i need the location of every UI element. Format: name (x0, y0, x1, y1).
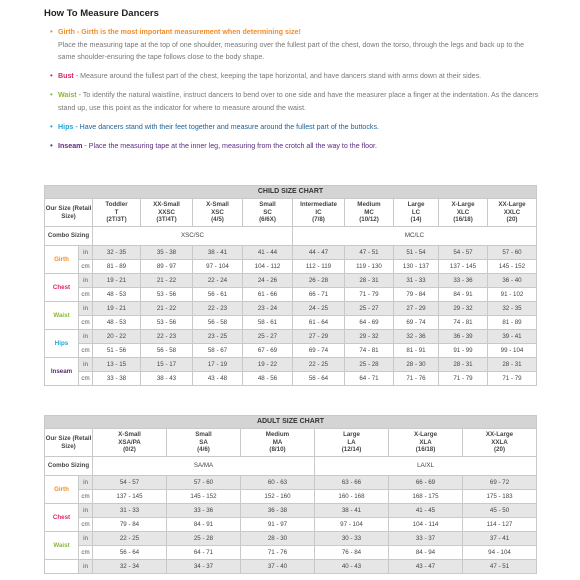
unit-in: in (79, 302, 93, 316)
measure-row-in (45, 476, 537, 490)
value-cell: 32 - 35 (488, 302, 537, 316)
combo-label: Combo Sizing (45, 227, 93, 246)
value-cell: 48 - 53 (93, 316, 141, 330)
value-cell: 63 - 66 (315, 476, 389, 490)
bullet-icon: • (50, 27, 53, 36)
tip-text: - Measure around the fullest part of the chest, keeping the tape horizontal, and have dancers stand with arms down at their sides. (73, 72, 482, 80)
value-cell: 54 - 57 (93, 476, 167, 490)
value-cell: 34 - 37 (167, 560, 241, 574)
combo-left: SA/MA (93, 457, 315, 476)
page-title: How To Measure Dancers (44, 8, 159, 19)
value-cell: 38 - 43 (141, 372, 193, 386)
value-cell: 22 - 23 (141, 330, 193, 344)
size-label: Our Size (Retail Size) (45, 199, 93, 227)
unit-in: in (79, 476, 93, 490)
value-cell: 22 - 25 (93, 532, 167, 546)
value-cell: 71 - 79 (439, 372, 488, 386)
value-cell: 66 - 69 (389, 476, 463, 490)
tip-title: Waist (58, 91, 77, 99)
value-cell: 71 - 76 (241, 546, 315, 560)
value-cell: 24 - 25 (293, 302, 345, 316)
value-cell: 137 - 145 (439, 260, 488, 274)
size-header: XX-Large XXLC (20) (488, 199, 537, 227)
value-cell: 19 - 22 (243, 358, 293, 372)
value-cell: 51 - 54 (394, 246, 439, 260)
chart-header-row (45, 416, 537, 429)
tip-title: Bust (58, 72, 74, 80)
value-cell: 79 - 84 (93, 518, 167, 532)
measure-name: Waist (45, 302, 79, 330)
measure-row-cm (45, 344, 537, 358)
value-cell: 56 - 58 (193, 316, 243, 330)
measure-name: Hips (45, 330, 79, 358)
measure-row-in (45, 330, 537, 344)
combo-label: Combo Sizing (45, 457, 93, 476)
value-cell: 23 - 24 (243, 302, 293, 316)
bullet-icon: • (50, 121, 53, 131)
tip-text: - Girth is the most important measurement when determining size! (74, 28, 301, 36)
value-cell: 91 - 102 (488, 288, 537, 302)
combo-right: MC/LC (293, 227, 537, 246)
value-cell: 25 - 27 (243, 330, 293, 344)
measure-row-in (45, 302, 537, 316)
value-cell: 91 - 97 (241, 518, 315, 532)
value-cell: 48 - 53 (93, 288, 141, 302)
measure-row-in (45, 532, 537, 546)
value-cell: 91 - 99 (439, 344, 488, 358)
value-cell: 51 - 56 (93, 344, 141, 358)
value-cell: 89 - 97 (141, 260, 193, 274)
value-cell: 33 - 36 (167, 504, 241, 518)
size-header: X-Large XLC (16/18) (439, 199, 488, 227)
tip-title: Hips (58, 122, 74, 131)
value-cell: 84 - 94 (389, 546, 463, 560)
value-cell: 26 - 28 (293, 274, 345, 288)
unit-in: in (79, 330, 93, 344)
value-cell: 145 - 152 (488, 260, 537, 274)
value-cell: 53 - 56 (141, 316, 193, 330)
measure-name: Waist (45, 532, 79, 560)
combo-left: XSC/SC (93, 227, 293, 246)
value-cell: 119 - 130 (345, 260, 394, 274)
value-cell: 175 - 183 (463, 490, 537, 504)
value-cell: 56 - 61 (193, 288, 243, 302)
value-cell: 29 - 32 (439, 302, 488, 316)
value-cell: 40 - 43 (315, 560, 389, 574)
size-header: Medium MA (8/10) (241, 429, 315, 457)
value-cell: 38 - 41 (193, 246, 243, 260)
value-cell: 69 - 74 (394, 316, 439, 330)
measure-name (45, 560, 79, 574)
value-cell: 32 - 34 (93, 560, 167, 574)
value-cell: 54 - 57 (439, 246, 488, 260)
value-cell: 71 - 79 (345, 288, 394, 302)
measure-row-cm (45, 288, 537, 302)
value-cell: 38 - 41 (315, 504, 389, 518)
value-cell: 74 - 81 (345, 344, 394, 358)
chart-header-row (45, 186, 537, 199)
value-cell: 71 - 76 (394, 372, 439, 386)
value-cell: 41 - 45 (389, 504, 463, 518)
unit-in: in (79, 274, 93, 288)
tip-bust (50, 70, 540, 83)
value-cell: 97 - 104 (315, 518, 389, 532)
measure-row-cm (45, 546, 537, 560)
value-cell: 22 - 24 (193, 274, 243, 288)
size-header: Large LA (12/14) (315, 429, 389, 457)
value-cell: 24 - 26 (243, 274, 293, 288)
value-cell: 81 - 89 (93, 260, 141, 274)
value-cell: 21 - 22 (141, 302, 193, 316)
value-cell: 48 - 56 (243, 372, 293, 386)
measure-row-in (45, 274, 537, 288)
measure-row-in (45, 246, 537, 260)
value-cell: 99 - 104 (488, 344, 537, 358)
value-cell: 28 - 31 (488, 358, 537, 372)
measure-row-in (45, 504, 537, 518)
value-cell: 23 - 25 (193, 330, 243, 344)
value-cell: 31 - 33 (93, 504, 167, 518)
value-cell: 22 - 23 (193, 302, 243, 316)
value-cell: 53 - 56 (141, 288, 193, 302)
value-cell: 47 - 51 (345, 246, 394, 260)
unit-cm: cm (79, 518, 93, 532)
adult-size-chart (44, 415, 537, 574)
size-label: Our Size (Retail Size) (45, 429, 93, 457)
measure-name: Girth (45, 476, 79, 504)
value-cell: 114 - 127 (463, 518, 537, 532)
size-row (45, 199, 537, 227)
tip-text: - To identify the natural waistline, instruct dancers to bend over to one side and have the measurer place a finger at the indentation. As the dancers stand up, use this point as the indicator for where to measure around the waist. (58, 91, 539, 112)
measure-row-cm (45, 372, 537, 386)
combo-row (45, 457, 537, 476)
value-cell: 36 - 39 (439, 330, 488, 344)
value-cell: 104 - 112 (243, 260, 293, 274)
value-cell: 43 - 48 (193, 372, 243, 386)
value-cell: 76 - 84 (315, 546, 389, 560)
size-header: Small SA (4/6) (167, 429, 241, 457)
tip-title: Girth (58, 28, 75, 36)
unit-in: in (79, 532, 93, 546)
size-header: X-Large XLA (16/18) (389, 429, 463, 457)
unit-in: in (79, 560, 93, 574)
unit-in: in (79, 504, 93, 518)
chart-title: ADULT SIZE CHART (45, 416, 537, 429)
value-cell: 31 - 33 (394, 274, 439, 288)
size-header: X-Small XSA/PA (0/2) (93, 429, 167, 457)
value-cell: 20 - 22 (93, 330, 141, 344)
size-header: X-Small XSC (4/5) (193, 199, 243, 227)
measure-row-cm (45, 518, 537, 532)
value-cell: 94 - 104 (463, 546, 537, 560)
value-cell: 69 - 74 (293, 344, 345, 358)
value-cell: 41 - 44 (243, 246, 293, 260)
value-cell: 33 - 37 (389, 532, 463, 546)
value-cell: 67 - 69 (243, 344, 293, 358)
value-cell: 30 - 33 (315, 532, 389, 546)
value-cell: 66 - 71 (293, 288, 345, 302)
value-cell: 37 - 40 (241, 560, 315, 574)
child-size-chart (44, 185, 537, 386)
unit-in: in (79, 358, 93, 372)
value-cell: 56 - 64 (93, 546, 167, 560)
value-cell: 81 - 89 (488, 316, 537, 330)
value-cell: 43 - 47 (389, 560, 463, 574)
measure-row-cm (45, 260, 537, 274)
tip-hips (50, 121, 540, 134)
combo-right: LA/XL (315, 457, 537, 476)
value-cell: 57 - 60 (488, 246, 537, 260)
value-cell: 27 - 29 (394, 302, 439, 316)
value-cell: 145 - 152 (167, 490, 241, 504)
value-cell: 60 - 63 (241, 476, 315, 490)
value-cell: 71 - 79 (488, 372, 537, 386)
value-cell: 47 - 51 (463, 560, 537, 574)
value-cell: 37 - 41 (463, 532, 537, 546)
measure-row-cm (45, 490, 537, 504)
measure-row-cm (45, 316, 537, 330)
combo-row (45, 227, 537, 246)
value-cell: 81 - 91 (394, 344, 439, 358)
value-cell: 79 - 84 (394, 288, 439, 302)
measure-row-in (45, 358, 537, 372)
value-cell: 69 - 72 (463, 476, 537, 490)
tip-girth (50, 26, 540, 64)
value-cell: 152 - 160 (241, 490, 315, 504)
value-cell: 160 - 168 (315, 490, 389, 504)
bullet-icon: • (50, 71, 53, 80)
value-cell: 28 - 30 (394, 358, 439, 372)
value-cell: 15 - 17 (141, 358, 193, 372)
value-cell: 32 - 36 (394, 330, 439, 344)
size-header: Toddler T (2T/3T) (93, 199, 141, 227)
value-cell: 112 - 119 (293, 260, 345, 274)
value-cell: 58 - 61 (243, 316, 293, 330)
value-cell: 84 - 91 (439, 288, 488, 302)
value-cell: 104 - 114 (389, 518, 463, 532)
value-cell: 28 - 31 (345, 274, 394, 288)
value-cell: 21 - 22 (141, 274, 193, 288)
value-cell: 28 - 31 (439, 358, 488, 372)
measuring-tips (50, 26, 540, 159)
value-cell: 33 - 38 (93, 372, 141, 386)
size-header: XX-Small XXSC (3T/4T) (141, 199, 193, 227)
value-cell: 28 - 30 (241, 532, 315, 546)
size-header: Intermediate IC (7/8) (293, 199, 345, 227)
value-cell: 168 - 175 (389, 490, 463, 504)
value-cell: 22 - 25 (293, 358, 345, 372)
value-cell: 56 - 58 (141, 344, 193, 358)
value-cell: 64 - 71 (345, 372, 394, 386)
value-cell: 25 - 28 (345, 358, 394, 372)
value-cell: 19 - 21 (93, 302, 141, 316)
value-cell: 32 - 35 (93, 246, 141, 260)
tip-text: - Have dancers stand with their feet together and measure around the fullest part of the buttocks. (73, 122, 379, 131)
unit-cm: cm (79, 372, 93, 386)
chart-title: CHILD SIZE CHART (45, 186, 537, 199)
value-cell: 56 - 64 (293, 372, 345, 386)
tip-waist (50, 89, 540, 114)
measure-name: Chest (45, 504, 79, 532)
value-cell: 36 - 38 (241, 504, 315, 518)
size-header: Small SC (6/6X) (243, 199, 293, 227)
value-cell: 130 - 137 (394, 260, 439, 274)
value-cell: 57 - 60 (167, 476, 241, 490)
value-cell: 39 - 41 (488, 330, 537, 344)
unit-cm: cm (79, 288, 93, 302)
measure-name: Inseam (45, 358, 79, 386)
value-cell: 36 - 40 (488, 274, 537, 288)
value-cell: 19 - 21 (93, 274, 141, 288)
value-cell: 44 - 47 (293, 246, 345, 260)
tip-inseam (50, 140, 540, 153)
bullet-icon: • (50, 140, 53, 150)
unit-cm: cm (79, 316, 93, 330)
measure-name: Chest (45, 274, 79, 302)
size-row (45, 429, 537, 457)
value-cell: 61 - 66 (243, 288, 293, 302)
tip-title: Inseam (58, 141, 83, 150)
measure-row-in (45, 560, 537, 574)
value-cell: 97 - 104 (193, 260, 243, 274)
bullet-icon: • (50, 90, 53, 99)
unit-cm: cm (79, 546, 93, 560)
value-cell: 29 - 32 (345, 330, 394, 344)
value-cell: 84 - 91 (167, 518, 241, 532)
value-cell: 13 - 15 (93, 358, 141, 372)
value-cell: 58 - 67 (193, 344, 243, 358)
unit-in: in (79, 246, 93, 260)
value-cell: 61 - 64 (293, 316, 345, 330)
tip-text: - Place the measuring tape at the inner leg, measuring from the crotch all the way to the floor. (82, 141, 377, 150)
value-cell: 74 - 81 (439, 316, 488, 330)
size-header: Large LC (14) (394, 199, 439, 227)
value-cell: 64 - 69 (345, 316, 394, 330)
value-cell: 27 - 29 (293, 330, 345, 344)
value-cell: 45 - 50 (463, 504, 537, 518)
unit-cm: cm (79, 260, 93, 274)
measure-name: Girth (45, 246, 79, 274)
value-cell: 25 - 27 (345, 302, 394, 316)
value-cell: 35 - 38 (141, 246, 193, 260)
value-cell: 137 - 145 (93, 490, 167, 504)
value-cell: 25 - 28 (167, 532, 241, 546)
value-cell: 17 - 19 (193, 358, 243, 372)
value-cell: 64 - 71 (167, 546, 241, 560)
unit-cm: cm (79, 344, 93, 358)
tip-detail: Place the measuring tape at the top of one shoulder, measuring over the fullest part of the chest, down the torso, through the legs and back up to the same shoulder-ensuring the tape follows close to the body shape. (58, 40, 525, 61)
value-cell: 33 - 36 (439, 274, 488, 288)
size-header: XX-Large XXLA (20) (463, 429, 537, 457)
size-header: Medium MC (10/12) (345, 199, 394, 227)
unit-cm: cm (79, 490, 93, 504)
